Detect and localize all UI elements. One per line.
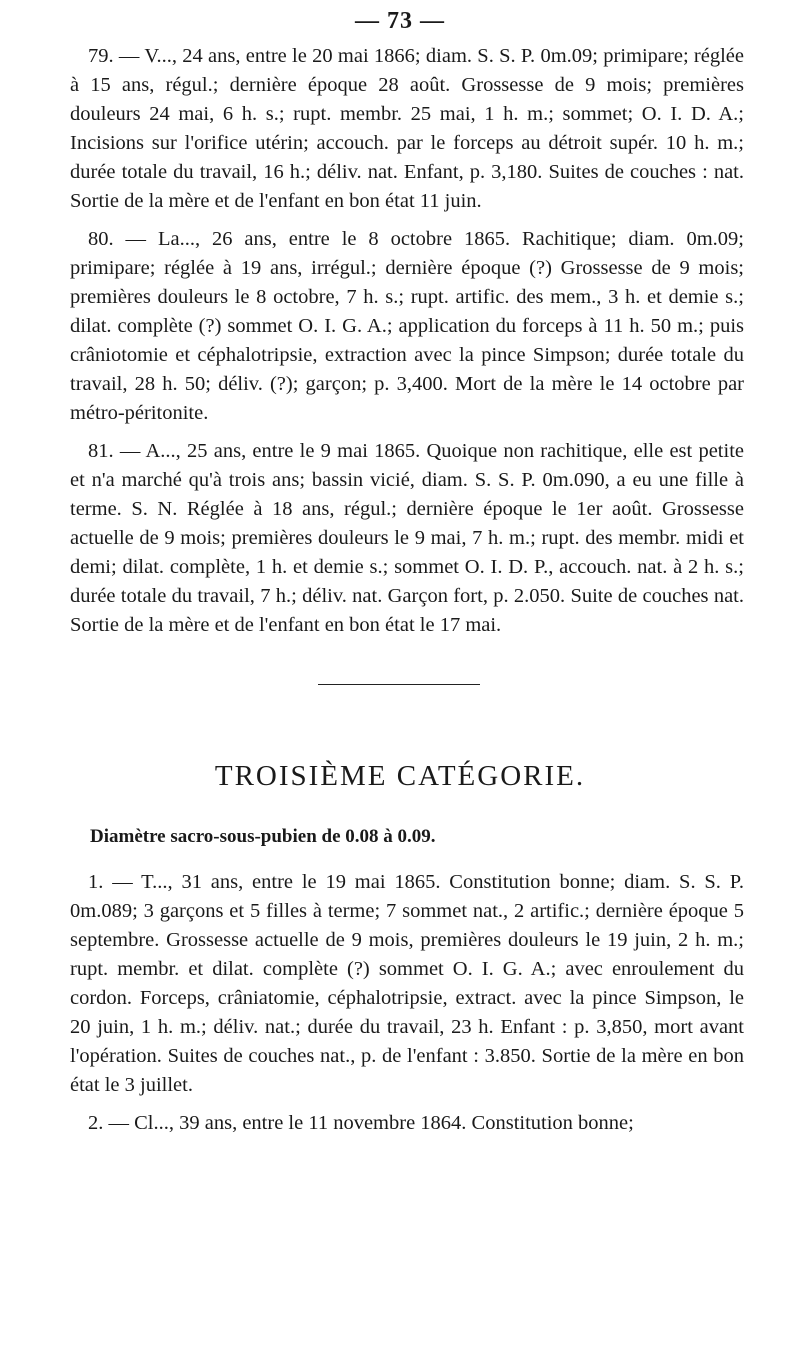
case-entry-79: 79. — V..., 24 ans, entre le 20 mai 1866; diam. S. S. P. 0m.09; primipare; réglée à 15 ans, régul.; dernière époque 28 août. Grossesse de 9 mois; premières douleurs 24 mai, 6 h. s.; rupt. membr. 25 mai, 1 h. m.; sommet; O. I. D. A.; Incisions sur l'orifice utérin; accouch. par le forceps au détroit supér. 10 h. m.; durée totale du travail, 16 h.; déliv. nat. Enfant, p. 3,180. Suites de couches : nat. Sortie de la mère et de l'enfant en bon état 11 juin. — [70, 45, 744, 212]
page-number: — 73 — — [355, 8, 445, 34]
section-title: TROISIÈME CATÉGORIE. — [214, 760, 586, 792]
case-entry-80: 80. — La..., 26 ans, entre le 8 octobre 1865. Rachitique; diam. 0m.09; primipare; réglée à 19 ans, irrégul.; dernière époque (?) Grossesse de 9 mois; premières douleurs le 8 octobre, 7 h. s.; rupt. artific. des mem., 3 h. et demie s.; dilat. complète (?) sommet O. I. G. A.; application du forceps à 11 h. 50 m.; puis crâniotomie et céphalotripsie, extraction avec la pince Simpson; durée totale du travail, 28 h. 50; déliv. (?); garçon; p. 3,400. Mort de la mère le 14 octobre par métro-péritonite. — [70, 228, 744, 424]
section-divider — [318, 684, 480, 685]
section-subtitle: Diamètre sacro-sous-pubien de 0.08 à 0.09. — [90, 826, 436, 847]
case-entry-1: 1. — T..., 31 ans, entre le 19 mai 1865. Constitution bonne; diam. S. S. P. 0m.089; 3 garçons et 5 filles à terme; 7 sommet nat., 2 artific.; dernière époque 5 septembre. Grossesse actuelle de 9 mois, premières douleurs le 19 juin, 2 h. m.; rupt. membr. et dilat. complète (?) sommet O. I. G. A.; avec enroulement du cordon. Forceps, crâniatomie, céphalotripsie, extract. avec la pince Simpson, le 20 juin, 1 h. m.; déliv. nat.; durée du travail, 23 h. Enfant : p. 3,850, mort avant l'opération. Suites de couches nat., p. de l'enfant : 3.850. Sortie de la mère en bon état le 3 juillet. — [70, 871, 744, 1096]
case-entry-2: 2. — Cl..., 39 ans, entre le 11 novembre 1864. Constitution bonne; — [88, 1112, 634, 1134]
case-entries-before — [70, 42, 744, 649]
case-entries-after — [70, 868, 744, 1147]
case-entry-81: 81. — A..., 25 ans, entre le 9 mai 1865. Quoique non rachitique, elle est petite et n'a marché qu'à trois ans; bassin vicié, diam. S. S. P. 0m.090, a eu une fille à terme. S. N. Réglée à 18 ans, régul.; dernière époque le 1er août. Grossesse actuelle de 9 mois; premières douleurs le 9 mai, 7 h. m.; rupt. des membr. midi et demi; dilat. complète, 1 h. et demie s.; sommet O. I. D. P., accouch. nat. à 2 h. s.; durée totale du travail, 7 h.; déliv. nat. Garçon fort, p. 2.050. Suite de couches nat. Sortie de la mère et de l'enfant en bon état le 17 mai. — [70, 440, 744, 636]
